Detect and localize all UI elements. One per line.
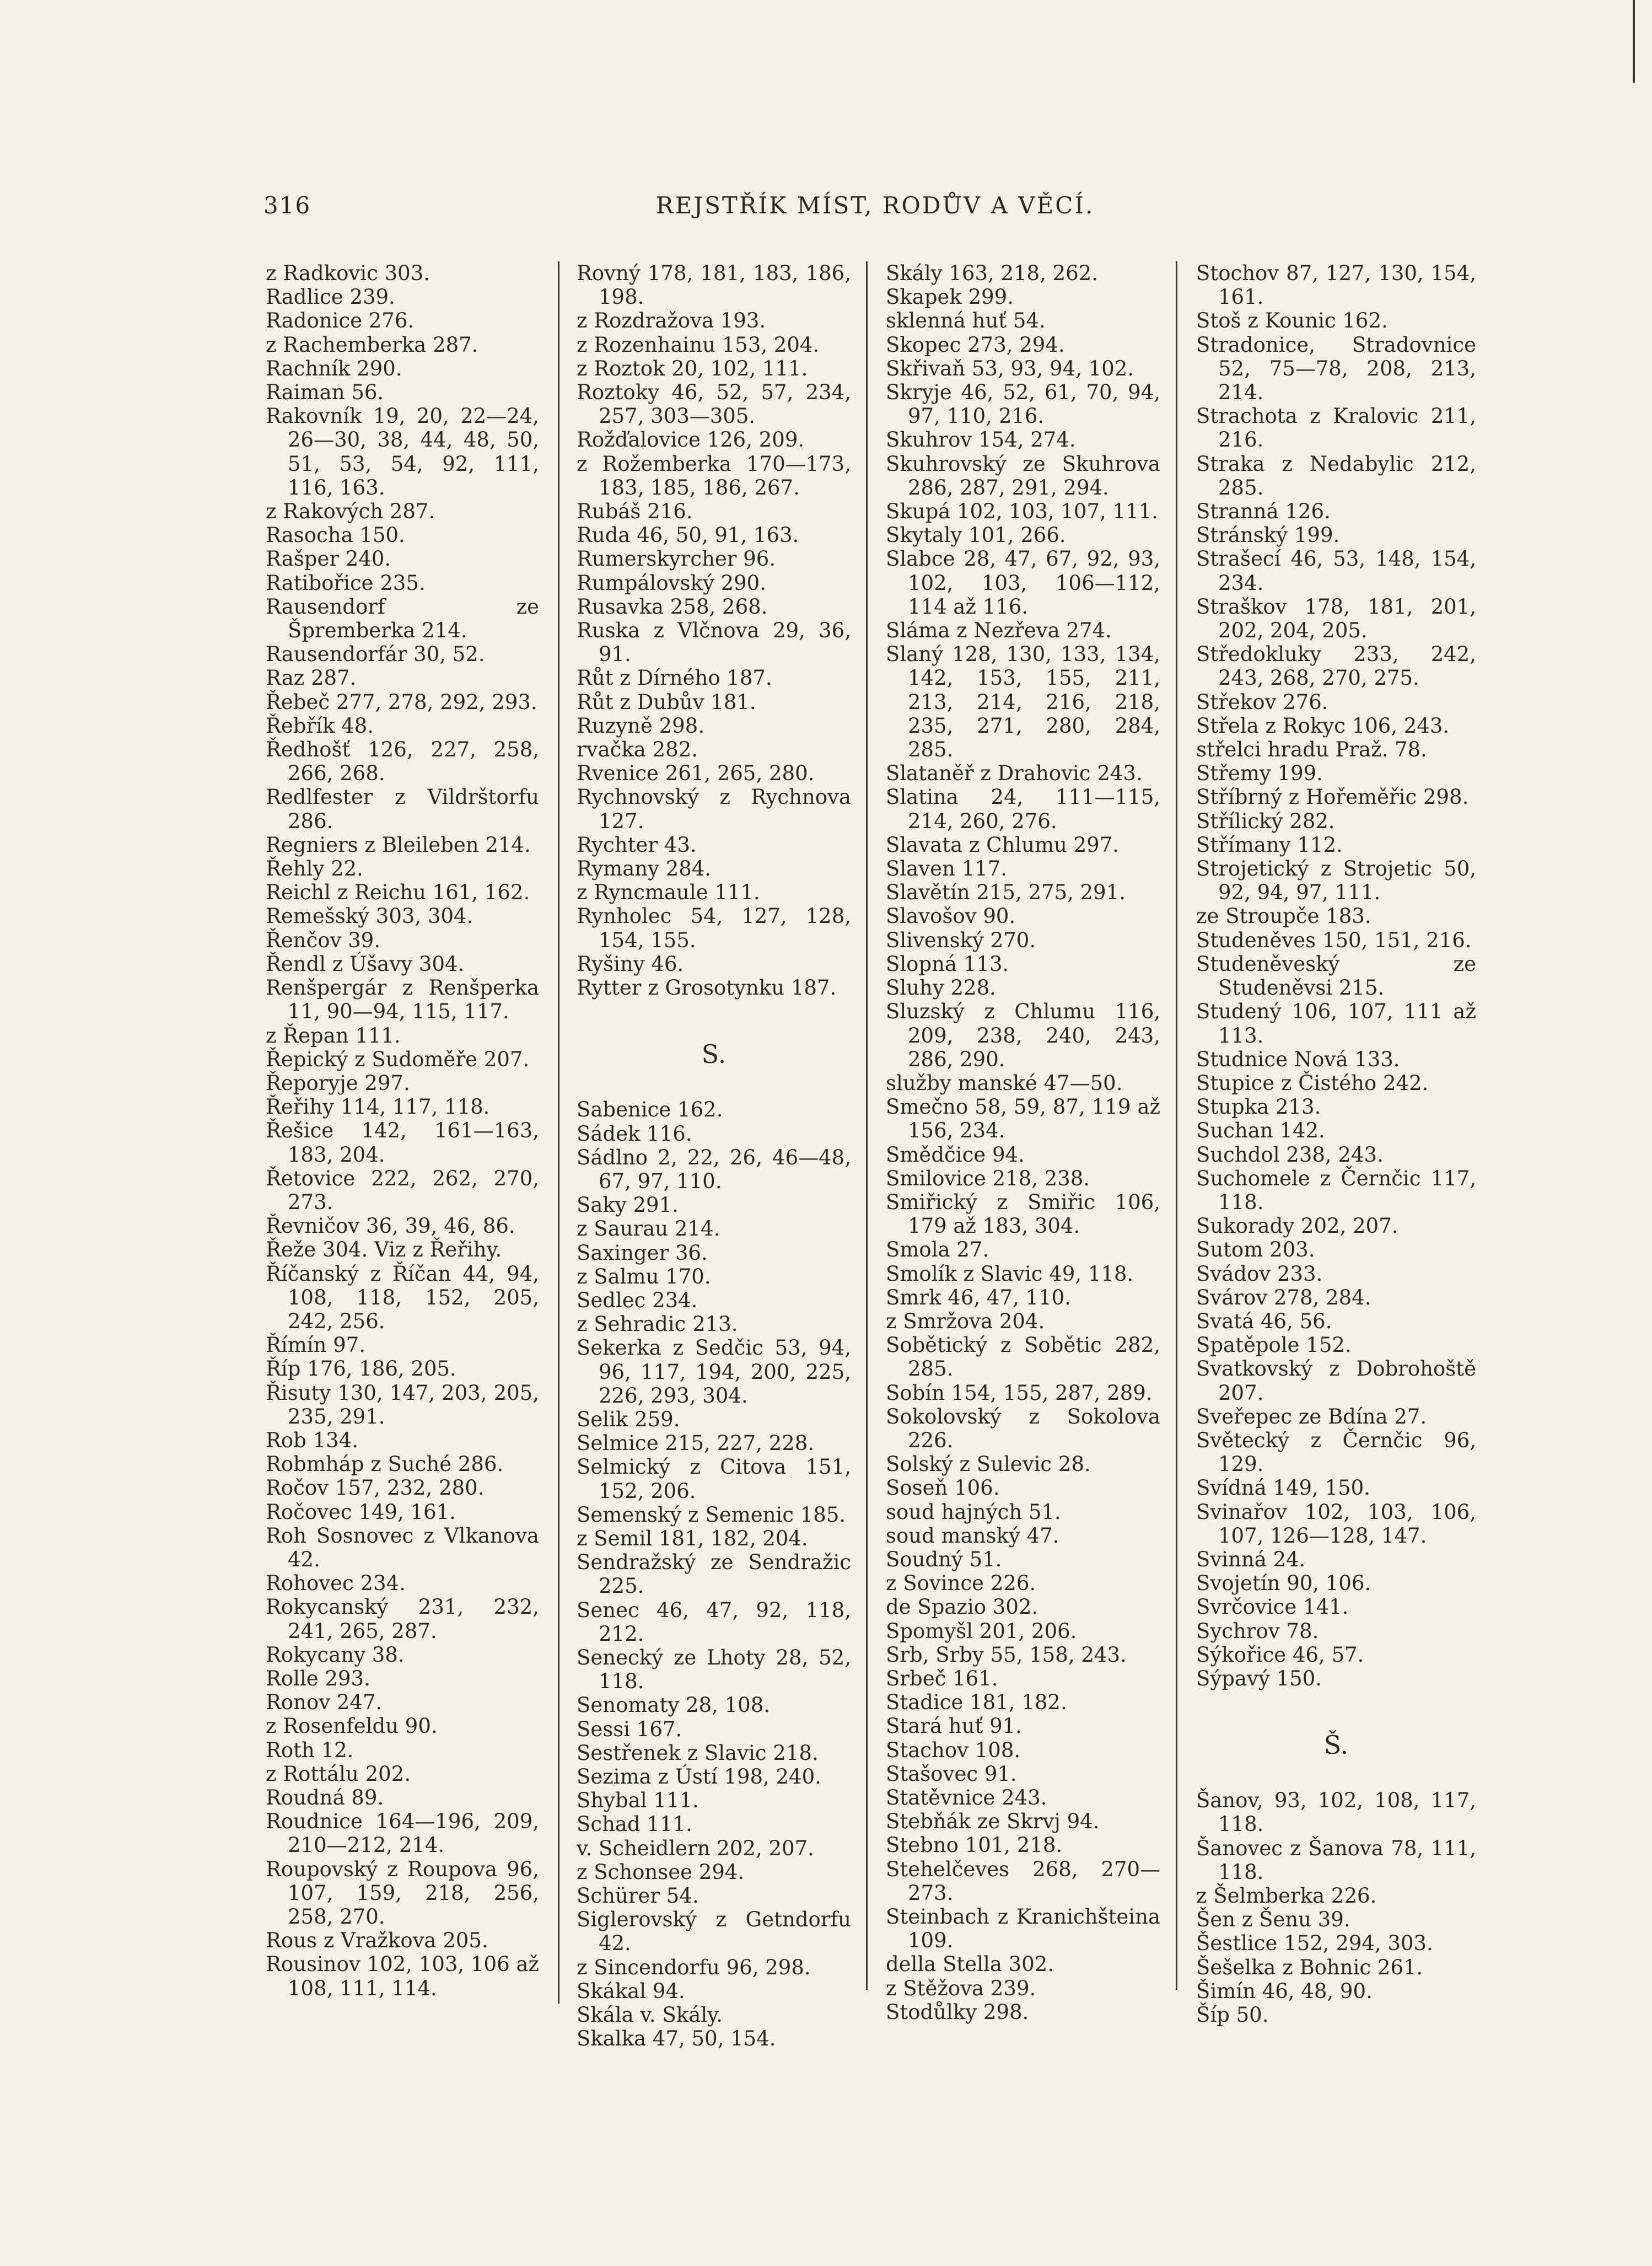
index-entry: Rumpálovský 290. [577, 571, 766, 595]
index-entry: Rachník 290. [266, 356, 402, 380]
index-entry: Střílický 282. [1196, 809, 1335, 833]
index-entry: z Šelmberka 226. [1196, 1884, 1377, 1908]
index-entry: Schad 111. [577, 1812, 692, 1837]
index-entry: Ruska z Vlčnova 29, 36, 91. [577, 619, 851, 667]
index-entry: Řeporyje 297. [266, 1071, 410, 1095]
index-entry: Slavětín 215, 275, 291. [886, 880, 1126, 905]
column-rule [1176, 261, 1177, 1990]
index-entry: Rokycany 38. [266, 1642, 405, 1667]
index-entry: z Saurau 214. [577, 1217, 720, 1241]
index-entry: Svinná 24. [1196, 1547, 1306, 1571]
index-entry: Sádek 116. [577, 1121, 692, 1146]
index-entry: Skalka 47, 50, 154. [577, 2027, 776, 2051]
index-column-3 [886, 261, 1160, 2024]
index-entry: Stará huť 91. [886, 1714, 1022, 1738]
entry-group-bottom [1196, 1789, 1476, 2027]
index-entry: z Roztok 20, 102, 111. [577, 356, 808, 380]
index-entry: Soudný 51. [886, 1547, 1002, 1571]
index-entry: Skapek 299. [886, 285, 1014, 309]
index-entry: Roudná 89. [266, 1786, 384, 1809]
index-entry: Slataněř z Drahovic 243. [886, 761, 1143, 786]
index-entry: Stoš z Kounic 162. [1196, 309, 1388, 333]
index-entry: Rausendorfár 30, 52. [266, 642, 485, 667]
index-entry: z Smržova 204. [886, 1309, 1045, 1333]
index-entry: Selmický z Citova 151, 152, 206. [577, 1455, 851, 1503]
index-entry: Straškov 178, 181, 201, 202, 204, 205. [1196, 594, 1476, 643]
index-entry: della Stella 302. [886, 1952, 1054, 1977]
index-entry: Sýkořice 46, 57. [1196, 1642, 1364, 1667]
index-entry: Strachota z Kralovic 211, 216. [1196, 404, 1476, 452]
index-entry: Rvenice 261, 265, 280. [577, 761, 815, 786]
index-entry: z Rakových 287. [266, 500, 435, 524]
index-entry: Semenský z Semenic 185. [577, 1502, 846, 1527]
index-entry: Stradonice, Stradovnice 52, 75—78, 208, 213, 214. [1196, 332, 1476, 405]
index-entry: Rohovec 234. [266, 1571, 406, 1596]
index-entry: Rusavka 258, 268. [577, 594, 768, 619]
index-entry: Roztoky 46, 52, 57, 234, 257, 303—305. [577, 380, 851, 428]
index-entry: Sezima z Ústí 198, 240. [577, 1764, 821, 1789]
index-entry: Studeněves 150, 151, 216. [1196, 928, 1472, 952]
index-entry: Sýpavý 150. [1196, 1666, 1322, 1690]
entry-group-bottom [577, 1098, 851, 2050]
index-entry: Roupovský z Roupova 96, 107, 159, 218, 256, 258, 270. [266, 1857, 539, 1929]
index-entry: Střemy 199. [1196, 761, 1323, 786]
index-entry: soud manský 47. [886, 1523, 1059, 1548]
index-entry: Senomaty 28, 108. [577, 1693, 771, 1717]
index-entry: Stebno 101, 218. [886, 1833, 1063, 1857]
index-entry: Římín 97. [266, 1333, 366, 1357]
index-entry: Růt z Dírného 187. [577, 666, 772, 690]
index-entry: Senecký ze Lhoty 28, 52, 118. [577, 1645, 851, 1694]
index-entry: Ratibořice 235. [266, 571, 426, 595]
index-entry: Redlfester z Vildrštorfu 286. [266, 785, 539, 833]
index-entry: Slaný 128, 130, 133, 134, 142, 153, 155, 211, 213, 214, 216, 218, 235, 271, 280, 284, 285. [886, 642, 1160, 762]
index-entry: Skály 163, 218, 262. [886, 261, 1098, 285]
index-entry: Sobín 154, 155, 287, 289. [886, 1381, 1153, 1405]
index-entry: de Spazio 302. [886, 1595, 1038, 1619]
index-entry: Sádlno 2, 22, 26, 46—48, 67, 97, 110. [577, 1145, 851, 1193]
index-entry: Svárov 278, 284. [1196, 1285, 1371, 1309]
index-entry: z Sehradic 213. [577, 1312, 738, 1336]
index-entry: Sukorady 202, 207. [1196, 1214, 1398, 1238]
index-entry: Řešice 142, 161—163, 183, 204. [266, 1119, 539, 1167]
index-entry: Suchdol 238, 243. [1196, 1142, 1384, 1167]
index-entry: Šešelka z Bohnic 261. [1196, 1955, 1423, 1979]
index-entry: Skákal 94. [577, 1979, 685, 2003]
index-entry: Slavošov 90. [886, 904, 1016, 928]
index-entry: Studnice Nová 133. [1196, 1047, 1400, 1071]
index-entry: Smečno 58, 59, 87, 119 až 156, 234. [886, 1095, 1160, 1143]
index-entry: Spatěpole 152. [1196, 1333, 1352, 1357]
index-entry: Saxinger 36. [577, 1241, 708, 1265]
index-entry: z Rosenfeldu 90. [266, 1714, 438, 1738]
index-entry: v. Scheidlern 202, 207. [577, 1836, 814, 1860]
entry-group-top [577, 261, 851, 1000]
index-entry: z Semil 181, 182, 204. [577, 1526, 808, 1550]
index-entry: z Ryncmaule 111. [577, 880, 760, 905]
index-entry: z Rozenhainu 153, 204. [577, 332, 820, 357]
index-entry: Stehelčeves 268, 270—273. [886, 1857, 1160, 1905]
index-entry: Stašovec 91. [886, 1762, 1017, 1786]
index-entry: Šanovec z Šanova 78, 111, 118. [1196, 1836, 1476, 1884]
index-entry: Stupka 213. [1196, 1095, 1321, 1119]
index-entry: Střekov 276. [1196, 690, 1328, 714]
index-entry: Rolle 293. [266, 1666, 370, 1690]
index-entry: Rausendorf ze Špremberka 214. [266, 594, 539, 643]
index-entry: Svojetín 90, 106. [1196, 1571, 1371, 1596]
index-entry: Ronov 247. [266, 1690, 383, 1715]
index-entry: z Řepan 111. [266, 1023, 401, 1048]
index-entry: Siglerovský z Getndorfu 42. [577, 1908, 851, 1956]
index-entry: Řebřík 48. [266, 713, 374, 738]
index-entry: Řisuty 130, 147, 203, 205, 235, 291. [266, 1381, 539, 1429]
index-entry: Smolík z Slavic 49, 118. [886, 1261, 1134, 1286]
index-entry: Solský z Sulevic 28. [886, 1452, 1091, 1476]
index-entry: Rakovník 19, 20, 22—24, 26—30, 38, 44, 48, 50, 51, 53, 54, 92, 111, 116, 163. [266, 404, 539, 500]
index-entry: Rasocha 150. [266, 523, 405, 547]
index-entry: Shybal 111. [577, 1789, 699, 1813]
index-entry: Sychrov 78. [1196, 1619, 1319, 1643]
index-entry: Slopná 113. [886, 952, 1009, 976]
index-entry: Rynholec 54, 127, 128, 154, 155. [577, 904, 851, 952]
index-entry: Rubáš 216. [577, 500, 693, 524]
index-entry: Straka z Nedabylic 212, 285. [1196, 452, 1476, 500]
index-entry: Skytaly 101, 266. [886, 523, 1066, 547]
index-entry: Rytter z Grosotynku 187. [577, 976, 837, 1000]
index-entry: střelci hradu Praž. 78. [1196, 738, 1427, 762]
index-entry: Slivenský 270. [886, 928, 1036, 952]
index-entry: Stodůlky 298. [886, 2000, 1029, 2024]
index-entry: Spomyšl 201, 206. [886, 1619, 1077, 1643]
index-entry: Stránský 199. [1196, 523, 1340, 547]
running-head: REJSTŘÍK MÍST, RODŮV A VĚCÍ. [656, 192, 1095, 219]
index-entry: sklenná huť 54. [886, 309, 1046, 333]
index-entry: Radonice 276. [266, 309, 415, 333]
index-entry: Selik 259. [577, 1407, 680, 1431]
index-entry: Suchomele z Černčic 117, 118. [1196, 1166, 1476, 1214]
index-entry: Rašper 240. [266, 547, 391, 571]
index-entry: Smrk 46, 47, 110. [886, 1285, 1071, 1309]
index-entry: Rokycanský 231, 232, 241, 265, 287. [266, 1595, 539, 1643]
index-entry: Řeže 304. Viz z Řeřihy. [266, 1238, 502, 1262]
index-entry: Šimín 46, 48, 90. [1196, 1979, 1373, 2003]
index-entry: Šíp 50. [1196, 2003, 1269, 2027]
index-entry: Stupice z Čistého 242. [1196, 1071, 1429, 1095]
index-entry: Rychter 43. [577, 833, 697, 857]
index-entry: soud hajných 51. [886, 1500, 1061, 1524]
index-entry: Robmháp z Suché 286. [266, 1452, 504, 1476]
index-entry: Ředhošť 126, 227, 258, 266, 268. [266, 738, 539, 786]
index-entry: Ruzyně 298. [577, 713, 704, 738]
index-entry: Sendražský ze Sendražic 225. [577, 1550, 851, 1598]
index-entry: Statěvnice 243. [886, 1786, 1047, 1809]
index-entry: Svídná 149, 150. [1196, 1476, 1370, 1500]
index-entry: Řeřihy 114, 117, 118. [266, 1095, 490, 1119]
index-entry: Šestlice 152, 294, 303. [1196, 1931, 1433, 1956]
index-entry: Saky 291. [577, 1193, 679, 1217]
index-entry: Stříbrný z Hořeměřic 298. [1196, 785, 1469, 809]
index-entry: Skuhrov 154, 274. [886, 428, 1076, 452]
entry-group-top [1196, 261, 1476, 1690]
index-entry: Senec 46, 47, 92, 118, 212. [577, 1598, 851, 1646]
index-entry: Radlice 239. [266, 285, 395, 309]
index-entry: Ročovec 149, 161. [266, 1500, 456, 1524]
index-entry: Srb, Srby 55, 158, 243. [886, 1642, 1127, 1667]
index-entry: Stachov 108. [886, 1738, 1021, 1762]
index-entry: Srbeč 161. [886, 1666, 998, 1690]
index-entry: z Rozdražova 193. [577, 309, 766, 333]
index-entry: Stadice 181, 182. [886, 1690, 1067, 1715]
index-entry: Řendl z Úšavy 304. [266, 952, 465, 976]
index-entry: z Rachemberka 287. [266, 332, 478, 357]
index-entry: Řepický z Sudoměře 207. [266, 1047, 530, 1071]
index-entry: Roudnice 164—196, 209, 210—212, 214. [266, 1809, 539, 1857]
index-entry: Sokolovský z Sokolova 226. [886, 1404, 1160, 1452]
index-entry: z Stěžova 239. [886, 1976, 1036, 2000]
index-entry: Rumerskyrcher 96. [577, 547, 776, 571]
index-column-1 [266, 261, 539, 2000]
index-entry: Smiřický z Smiřic 106, 179 až 183, 304. [886, 1190, 1160, 1238]
index-entry: Smědčice 94. [886, 1142, 1025, 1167]
page-edge [1633, 0, 1635, 83]
page-number: 316 [263, 192, 311, 219]
index-entry: Raz 287. [266, 666, 357, 690]
index-entry: Slavata z Chlumu 297. [886, 833, 1120, 857]
index-entry: Řehly 22. [266, 857, 363, 881]
index-entry: Stranná 126. [1196, 500, 1331, 524]
index-entry: Sutom 203. [1196, 1238, 1315, 1262]
section-letter: Š. [1323, 1730, 1349, 1760]
index-entry: Studeněveský ze Studeněvsi 215. [1196, 952, 1476, 1000]
index-entry: Slaven 117. [886, 857, 1008, 881]
index-entry: Schürer 54. [577, 1884, 699, 1908]
column-rule [558, 261, 559, 2004]
index-entry: Sluhy 228. [886, 976, 996, 1000]
index-entry: Šanov, 93, 102, 108, 117, 118. [1196, 1789, 1476, 1837]
index-entry: Rychnovský z Rychnova 127. [577, 785, 851, 833]
index-entry: Studený 106, 107, 111 až 113. [1196, 1000, 1476, 1048]
index-entry: Smola 27. [886, 1238, 989, 1262]
index-entry: z Salmu 170. [577, 1264, 711, 1288]
index-entry: Skopec 273, 294. [886, 332, 1065, 357]
index-entry: Svinařov 102, 103, 106, 107, 126—128, 147. [1196, 1500, 1476, 1548]
index-entry: Rousinov 102, 103, 106 až 108, 111, 114. [266, 1952, 539, 2000]
index-entry: Rous z Vražkova 205. [266, 1929, 488, 1953]
index-entry: Remešský 303, 304. [266, 904, 473, 928]
index-entry: Renšpergár z Renšperka 11, 90—94, 115, 117. [266, 976, 539, 1024]
index-entry: Slabce 28, 47, 67, 92, 93, 102, 103, 106—112, 114 až 116. [886, 547, 1160, 619]
index-entry: Selmice 215, 227, 228. [577, 1431, 815, 1456]
section-letter: S. [701, 1039, 727, 1070]
index-entry: služby manské 47—50. [886, 1071, 1123, 1095]
index-entry: Svádov 233. [1196, 1261, 1323, 1286]
index-entry: z Schonsee 294. [577, 1860, 745, 1884]
index-entry: Roh Sosnovec z Vlkanova 42. [266, 1523, 539, 1571]
index-entry: z Sincendorfu 96, 298. [577, 1955, 811, 1979]
index-entry: Skuhrovský ze Skuhrova 286, 287, 291, 294. [886, 452, 1160, 500]
index-entry: Sestřenek z Slavic 218. [577, 1741, 819, 1765]
index-entry: Suchan 142. [1196, 1119, 1325, 1143]
index-entry: Sekerka z Sedčic 53, 94, 96, 117, 194, 200, 225, 226, 293, 304. [577, 1336, 851, 1408]
index-entry: Sláma z Nezřeva 274. [886, 619, 1112, 643]
index-entry: Růt z Dubův 181. [577, 690, 756, 714]
index-entry: Sveřepec ze Bdína 27. [1196, 1404, 1427, 1429]
index-entry: Stebňák ze Skrvj 94. [886, 1809, 1100, 1834]
index-entry: z Rožemberka 170—173, 183, 185, 186, 267. [577, 452, 851, 500]
index-entry: ze Stroupče 183. [1196, 904, 1371, 928]
index-entry: Řenčov 39. [266, 928, 381, 952]
index-entry: Střela z Rokyc 106, 243. [1196, 713, 1450, 738]
index-entry: Říp 176, 186, 205. [266, 1357, 456, 1381]
index-entry: Svatá 46, 56. [1196, 1309, 1332, 1333]
index-entry: Střímany 112. [1196, 833, 1343, 857]
index-entry: Rožďalovice 126, 209. [577, 428, 805, 452]
index-entry: Raiman 56. [266, 380, 384, 405]
index-entry: Skála v. Skály. [577, 2003, 723, 2027]
index-entry: Soseň 106. [886, 1476, 1000, 1500]
index-entry: Stochov 87, 127, 130, 154, 161. [1196, 261, 1476, 309]
index-entry: Ročov 157, 232, 280. [266, 1476, 485, 1500]
index-entry: Smilovice 218, 238. [886, 1166, 1090, 1190]
index-entry: Řebeč 277, 278, 292, 293. [266, 690, 537, 714]
index-entry: Regniers z Bleileben 214. [266, 833, 531, 857]
index-entry: Roth 12. [266, 1738, 354, 1762]
index-column-4 [1196, 261, 1476, 2027]
column-rule [866, 261, 868, 1990]
index-entry: rvačka 282. [577, 738, 698, 762]
index-entry: Světecký z Černčic 96, 129. [1196, 1428, 1476, 1476]
index-entry: Sabenice 162. [577, 1098, 723, 1122]
index-entry: Reichl z Reichu 161, 162. [266, 880, 530, 905]
index-column-2 [577, 261, 851, 2050]
index-entry: Skupá 102, 103, 107, 111. [886, 500, 1158, 524]
index-entry: Sluzský z Chlumu 116, 209, 238, 240, 243, 286, 290. [886, 1000, 1160, 1071]
index-entry: Středokluky 233, 242, 243, 268, 270, 275. [1196, 642, 1476, 690]
index-entry: Ruda 46, 50, 91, 163. [577, 523, 799, 547]
index-entry: Strašecí 46, 53, 148, 154, 234. [1196, 547, 1476, 595]
index-entry: Řevničov 36, 39, 46, 86. [266, 1214, 515, 1238]
index-entry: Říčanský z Říčan 44, 94, 108, 118, 152, 205, 242, 256. [266, 1261, 539, 1333]
index-entry: Sessi 167. [577, 1717, 682, 1741]
index-entry: z Radkovic 303. [266, 261, 431, 285]
index-entry: Sedlec 234. [577, 1288, 698, 1312]
index-entry: Strojetický z Strojetic 50, 92, 94, 97, 111. [1196, 857, 1476, 905]
index-entry: Rovný 178, 181, 183, 186, 198. [577, 261, 851, 309]
index-entry: z Rottálu 202. [266, 1762, 411, 1786]
index-entry: Svatkovský z Dobrohoště 207. [1196, 1357, 1476, 1405]
index-entry: Rymany 284. [577, 857, 712, 881]
index-entry: Sobětický z Sobětic 282, 285. [886, 1333, 1160, 1381]
index-entry: Řetovice 222, 262, 270, 273. [266, 1166, 539, 1214]
index-entry: Šen z Šenu 39. [1196, 1908, 1350, 1932]
index-entry: Steinbach z Kranichšteina 109. [886, 1905, 1160, 1953]
index-entry: Slatina 24, 111—115, 214, 260, 276. [886, 785, 1160, 833]
index-entry: Rob 134. [266, 1428, 358, 1452]
index-entry: z Sovince 226. [886, 1571, 1036, 1596]
index-entry: Skřivaň 53, 93, 94, 102. [886, 356, 1134, 380]
index-entry: Svrčovice 141. [1196, 1595, 1349, 1619]
index-entry: Skryje 46, 52, 61, 70, 94, 97, 110, 216. [886, 380, 1160, 428]
index-entry: Ryšiny 46. [577, 952, 684, 976]
